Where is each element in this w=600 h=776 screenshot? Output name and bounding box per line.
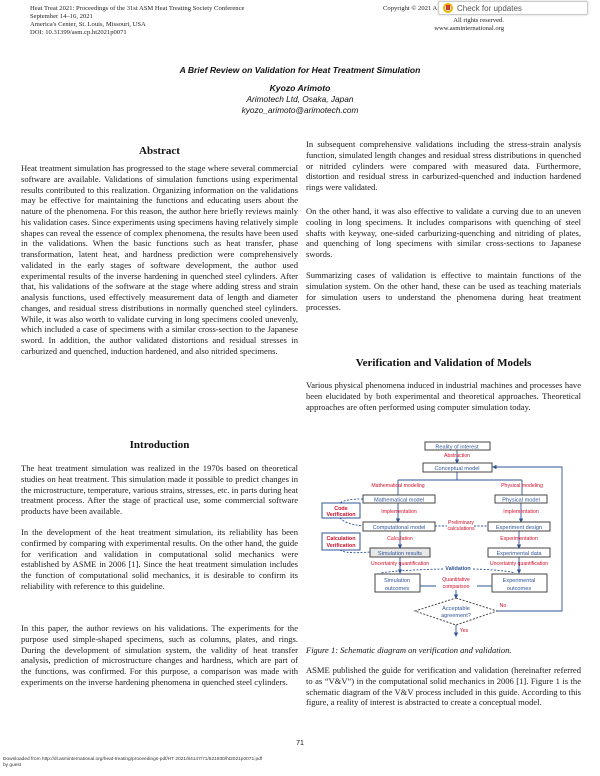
author-name: Kyozo Arimoto: [269, 83, 331, 93]
header-line: Heat Treat 2021: Proceedings of the 31st ASM Heat Treating Society Conference: [30, 5, 245, 12]
paper-title: A Brief Review on Validation for Heat Treatment Simulation: [179, 65, 421, 75]
label-experimentation: Experimentation: [500, 536, 538, 542]
abstract-text: Heat treatment simulation has progressed to the stage where several commercial software are available. Validations of simulation functions using experimental results contributed to this realization. Organizing information on the validations may be effective for maintaining the functions and educating users about the nature of the phenomena. For this reason, the author here briefly reviews mainly his validation cases. Since experiments using specimens having relatively simple shapes can reveal the essence of complex phenomena, the results have been used in the validations. When the basic functions such as heat transfer, phase transformation, latent heat, and hardness prediction were comprehensively validated in the early stages of software development, the author used experimental results of the inverse hardening in quenched steel cylinders. After that, his validations of the software at the stage where adding stress and strain analysis functions, used effectively measurement data of length and diameter changes, and residual stress distributions in normally quenched steel cylinders. While, it was also worth to validate curving in long specimens cooled unevenly, which included a case of specimens with a similar cross-section to the Japanese sword. In addition, the author validated distortions and residual stresses in carburized and quenched, induction hardened, and also nitrided specimens.: [21, 163, 298, 356]
vv-paragraph: Various physical phenomena induced in industrial machines and processes have been elucidated by both experimental and theoretical approaches. Theoretical approaches are often performed using computer simulation today.: [306, 380, 581, 412]
intro-paragraph: In the development of the heat treatment simulation, its reliability has been confirmed by comparing with experimental results. On the other hand, the guide for verification and validation in computational solid mechanics were established by ASME in 2006 [1]. Since the heat treatment simulation includes the function of computational solid mechanics, it is desirable to confirm its reliability with reference to this guideline.: [21, 527, 298, 591]
download-footer: [3, 757, 262, 769]
box-experimental-outcomes: outcomes: [506, 586, 532, 592]
conference-header: [30, 5, 244, 37]
box-experimental-outcomes: Experimental: [502, 578, 536, 584]
download-by: by guest: [3, 763, 22, 768]
abstract-heading: Abstract: [139, 145, 180, 157]
header-line: America's Center, St. Louis, Missouri, USA: [30, 21, 146, 28]
label-mathematical-modeling: Mathematical modeling: [371, 483, 425, 489]
box-conceptual-model: Conceptual model: [434, 466, 480, 472]
download-source-link[interactable]: Downloaded from http://dl.asminternational.org/heat-treating/proceedings-pdf/HT 2021/84147/71/521930/ht2021p0071.pdf: [3, 757, 263, 762]
affiliation: Arimotech Ltd, Osaka, Japan: [246, 94, 354, 104]
box-experimental-data: Experimental data: [496, 551, 542, 557]
decision-acceptable-agreement: Acceptable: [442, 606, 470, 612]
website: www.asminternational.org: [434, 25, 504, 32]
label-quantitative-comparison: Quantitative: [442, 577, 470, 583]
header-line: DOI: 10.31399/asm.cp.ht2021p0071: [30, 29, 127, 36]
label-validation: Validation: [445, 566, 471, 572]
check-for-updates-label: Check for updates: [457, 3, 522, 13]
vv-heading: Verification and Validation of Models: [355, 357, 532, 369]
label-preliminary-calculations: Preliminary: [448, 520, 474, 526]
box-reality-of-interest: Reality of interest: [435, 444, 479, 451]
label-abstraction: Abstraction: [444, 453, 470, 459]
label-uncertainty-quantification: Uncertainty quantification: [489, 561, 549, 567]
label-quantitative-comparison: comparison: [442, 584, 470, 590]
box-mathematical-model: Mathematical model: [373, 497, 425, 504]
email: kyozo_arimoto@arimotech.com: [241, 105, 359, 115]
vv-diagram: [310, 435, 580, 640]
decision-acceptable-agreement: agreement?: [441, 613, 471, 619]
box-experiment-design: Experiment design: [495, 525, 543, 531]
introduction-heading: Introduction: [129, 439, 190, 451]
box-calculation-verification: Calculation: [326, 536, 356, 542]
label-no: No: [499, 603, 507, 609]
intro-paragraph: The heat treatment simulation was realized in the 1970s based on theoretical studies on heat treatment. This simulation made it possible to predict changes in the microstructure, temperature, various strains, stresses, etc. in parts during heat treatment process. After the stage of practical use, some commercial software products have been available.: [21, 463, 298, 516]
box-physical-model: Physical model: [502, 497, 540, 504]
label-physical-modeling: Physical modeling: [501, 483, 543, 489]
label-implementation: Implementation: [503, 509, 539, 515]
box-simulation-outcomes: Simulation: [383, 578, 411, 584]
label-implementation: Implementation: [381, 509, 417, 515]
label-yes: Yes: [459, 628, 469, 634]
rights: All rights reserved.: [453, 17, 504, 24]
body-paragraph: On the other hand, it was also effective to validate a curving due to an uneven cooling in long specimens. It includes comparisons with quenching of steel shafts with keyway, one-sided carburizing-quenching and nitriding of plates, and quenching of long specimens with similar cross-sections to Japanese swords.: [306, 206, 581, 259]
body-paragraph: Summarizing cases of validation is effective to maintain functions of the simulation system. On the other hand, these can be used as teaching materials for simulation users to understand the phenomena during heat treatment processes.: [306, 270, 581, 313]
intro-paragraph: In this paper, the author reviews on his validations. The experiments for the purpose used simple-shaped specimens, such as columns, plates, and rings. During the development of simulation system, the validity of heat transfer analysis, prediction of microstructure changes and hardness, which are part of the functions, was confirmed. For this purpose, a comparison was made with experiments on the inverse hardening phenomena in quenched steel cylinders.: [21, 623, 298, 687]
copyright: Copyright © 2021 A: [383, 5, 438, 12]
body-paragraph: In subsequent comprehensive validations including the stress-strain analysis function, simulated length changes and residual stress distributions in quenched or nitrided cylinders were compared with measured data. Furthermore, distortion and residual stress in carburized-quenched and induction hardened rings were validated.: [306, 139, 581, 192]
asme-paragraph: ASME published the guide for verification and validation (hereinafter referred to as “V&V”) in the computational solid mechanics in 2006 [1]. Figure 1 is the schematic diagram of the V&V process included in this guide. According to this figure, a reality of interest is abstracted to create a conceptual model.: [306, 665, 581, 708]
figure-caption: Figure 1: Schematic diagram on verification and validation.: [306, 645, 512, 655]
check-for-updates-button[interactable]: [438, 1, 588, 15]
label-uncertainty-quantification: Uncertainty quantification: [370, 561, 430, 567]
box-code-verification: Code: [334, 506, 348, 512]
label-preliminary-calculations: calculations: [447, 526, 475, 532]
header-line: September 14–16, 2021: [30, 13, 93, 20]
box-simulation-outcomes: outcomes: [384, 586, 410, 592]
box-simulation-results: Simulation results: [377, 551, 423, 557]
page-number: 71: [296, 740, 304, 747]
box-computational-model: Computational model: [372, 525, 426, 531]
box-code-verification: Verification: [326, 512, 356, 518]
bookmark-icon: [443, 3, 453, 13]
label-calculation: Calculation: [387, 536, 413, 542]
box-calculation-verification: Verification: [326, 543, 356, 549]
